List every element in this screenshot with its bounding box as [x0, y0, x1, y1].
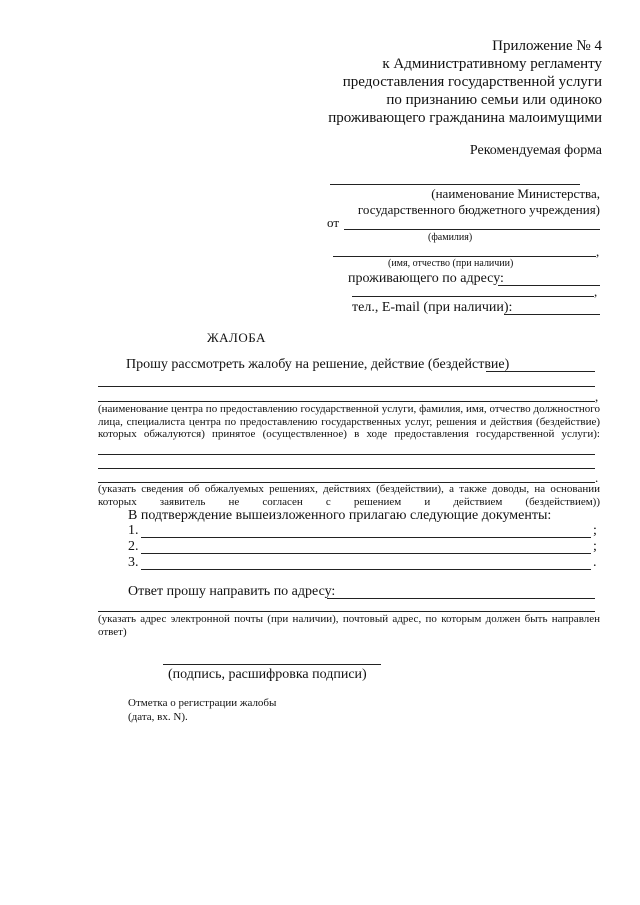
decision-trail: ,: [595, 389, 599, 404]
appendix-line-2: к Административному регламенту: [382, 56, 602, 72]
attachments-text: В подтверждение вышеизложенного прилагаю следующие документы:: [128, 508, 552, 523]
attachment-3-trail: .: [593, 555, 597, 570]
attachment-2-num: 2.: [128, 539, 139, 554]
attachment-1-num: 1.: [128, 523, 139, 538]
attachment-2-line[interactable]: [141, 553, 591, 554]
address-trail: ,: [594, 284, 598, 299]
registration-date: (дата, вх. N).: [128, 711, 188, 723]
decision-caption: (наименование центра по предоставлению государственной услуги, фамилия, имя, отчество должностного лица, специалиста центра по предоставлению государственных услуг, решения и действия (бездействие) которых обжалуются) принятое (осуществленное) в ходе предоставления государственной услуги):: [98, 403, 600, 440]
address-line-1[interactable]: [498, 285, 600, 286]
attachment-3-line[interactable]: [141, 569, 591, 570]
address-label: проживающего по адресу:: [348, 271, 504, 286]
ministry-line[interactable]: [330, 184, 580, 185]
appendix-line-4: по признанию семьи или одиноко: [386, 92, 602, 108]
reply-address-line-2[interactable]: [98, 611, 595, 612]
decision-line-1[interactable]: [486, 371, 595, 372]
details-trail: .: [595, 470, 599, 485]
name-line[interactable]: [333, 256, 596, 257]
decision-line-3[interactable]: [98, 401, 595, 402]
reply-address-caption: (указать адрес электронной почты (при наличии), почтовый адрес, по которым должен быть направлен ответ): [98, 613, 600, 638]
surname-caption: (фамилия): [428, 232, 473, 243]
phone-line[interactable]: [504, 314, 600, 315]
surname-line[interactable]: [344, 229, 600, 230]
address-line-2[interactable]: [352, 296, 594, 297]
attachment-2-trail: ;: [593, 539, 597, 554]
attachment-1-line[interactable]: [141, 537, 591, 538]
name-trail: ,: [596, 244, 600, 259]
appendix-line-3: предоставления государственной услуги: [342, 74, 602, 90]
complaint-title: ЖАЛОБА: [207, 330, 266, 345]
decision-line-2[interactable]: [98, 386, 595, 387]
details-line-2[interactable]: [98, 468, 595, 469]
attachment-1-trail: ;: [593, 523, 597, 538]
ministry-caption-2: государственного бюджетного учреждения): [357, 202, 600, 217]
reply-address-text: Ответ прошу направить по адресу:: [128, 584, 336, 599]
form-type-label: Рекомендуемая форма: [469, 143, 602, 158]
appendix-line-5: проживающего гражданина малоимущими: [328, 110, 602, 126]
registration-note: Отметка о регистрации жалобы: [128, 697, 277, 709]
name-caption: (имя, отчество (при наличии): [388, 258, 514, 269]
request-text: Прошу рассмотреть жалобу на решение, действие (бездействие): [126, 357, 510, 372]
reply-address-line-1[interactable]: [327, 598, 595, 599]
details-caption: (указать сведения об обжалуемых решениях, действиях (бездействии), а также доводы, на основании которых заявитель не согласен с решением и действием (бездействием)): [98, 483, 600, 508]
signature-caption: (подпись, расшифровка подписи): [168, 667, 367, 682]
signature-line[interactable]: [163, 664, 381, 665]
appendix-number: Приложение № 4: [492, 38, 602, 54]
phone-label: тел., E-mail (при наличии):: [352, 300, 513, 315]
ministry-caption-1: (наименование Министерства,: [431, 186, 600, 201]
from-label: от: [327, 215, 340, 230]
details-line-1[interactable]: [98, 454, 595, 455]
attachment-3-num: 3.: [128, 555, 139, 570]
